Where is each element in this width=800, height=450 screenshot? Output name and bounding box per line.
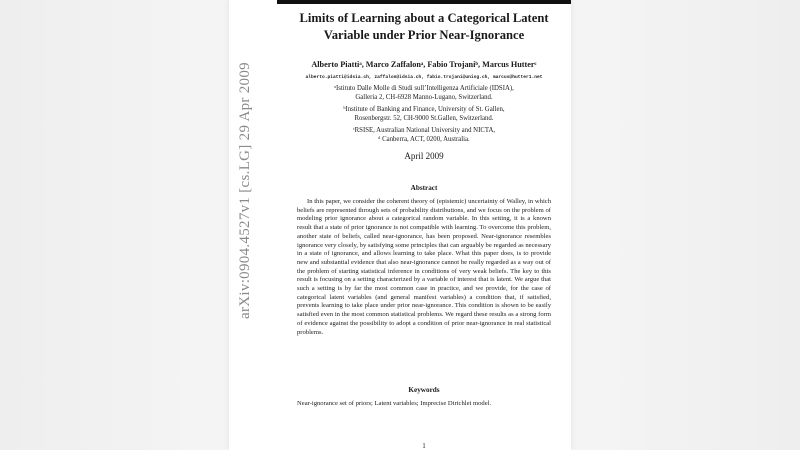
abstract-text: In this paper, we consider the coherent theory of (epistemic) uncertainty of Walley, in which beliefs are represented through sets of probability distributions, and we focus on the problem of modeling prior ignorance about a categorical random variable. In this setting, it is a known result that a state of prior ignorance is not compatible with learning. To overcome this problem, another state of beliefs, called near-ignorance, has been proposed. Near-ignorance resembles ignorance very closely, by satisfying some principles that can arguably be regarded as necessary in a state of ignorance, and allows learning to take place. What this paper does, is to provide new and substantial evidence that also near-ignorance cannot be really regarded as a way out of the problem of starting statistical inference in conditions of very weak beliefs. The key to this result is focusing on a setting characterized by a variable of interest that is latent. We argue that such a setting is by far the most common case in practice, and we provide, for the case of categorical latent variables (and general manifest variables) a condition that, if satisfied, prevents learning to take place under prior near-ignorance. This condition is shown to be easily satisfied even in the most common statistical problems. We regard these results as a strong form of evidence against the possibility to adopt a condition of prior near-ignorance in real statistical problems.: [297, 198, 551, 336]
arxiv-identifier-text: arXiv:0904.4527v1 [cs.LG] 29 Apr 2009: [236, 61, 253, 319]
title-line-2: Variable under Prior Near-Ignorance: [323, 28, 525, 42]
author-list: Alberto Piattiᵃ, Marco Zaffalonᵃ, Fabio Trojaniᵇ, Marcus Hutterᶜ: [311, 60, 537, 69]
paper-page: [229, 0, 571, 450]
affiliation-line: ᶜRSISE, Australian National University and NICTA,: [352, 127, 496, 134]
abstract-heading: Abstract: [410, 184, 438, 192]
affiliation-line: ᵃIstituto Dalle Molle di Studi sull’Intelligenza Artificiale (IDSIA),: [334, 85, 514, 92]
keywords-text: Near-ignorance set of priors; Latent variables; Imprecise Dirichlet model.: [297, 400, 492, 407]
affiliation-anu: [277, 127, 571, 144]
affiliation-line: ᵇInstitute of Banking and Finance, University of St. Gallen,: [343, 106, 505, 113]
page-number: 1: [422, 442, 426, 450]
affiliation-idsia: [277, 85, 571, 102]
author-emails: alberto.piatti@idsia.ch, zaffalon@idsia.ch, fabio.trojani@unisg.ch, marcus@hutter1.net: [305, 75, 543, 80]
keywords-heading: Keywords: [408, 386, 440, 394]
affiliation-st-gallen: [277, 106, 571, 123]
affiliation-line: ᵈ Canberra, ACT, 0200, Australia.: [378, 135, 470, 143]
paper-title: [277, 10, 571, 44]
paper-date: April 2009: [404, 151, 444, 161]
title-line-1: Limits of Learning about a Categorical Latent: [299, 11, 549, 25]
arxiv-identifier-stamp: [235, 60, 255, 320]
affiliation-line: Galleria 2, CH-6928 Manno-Lugano, Switzerland.: [355, 93, 493, 101]
top-rule: [277, 0, 571, 4]
affiliation-line: Rosenbergstr. 52, CH-9000 St.Gallen, Switzerland.: [354, 114, 494, 122]
